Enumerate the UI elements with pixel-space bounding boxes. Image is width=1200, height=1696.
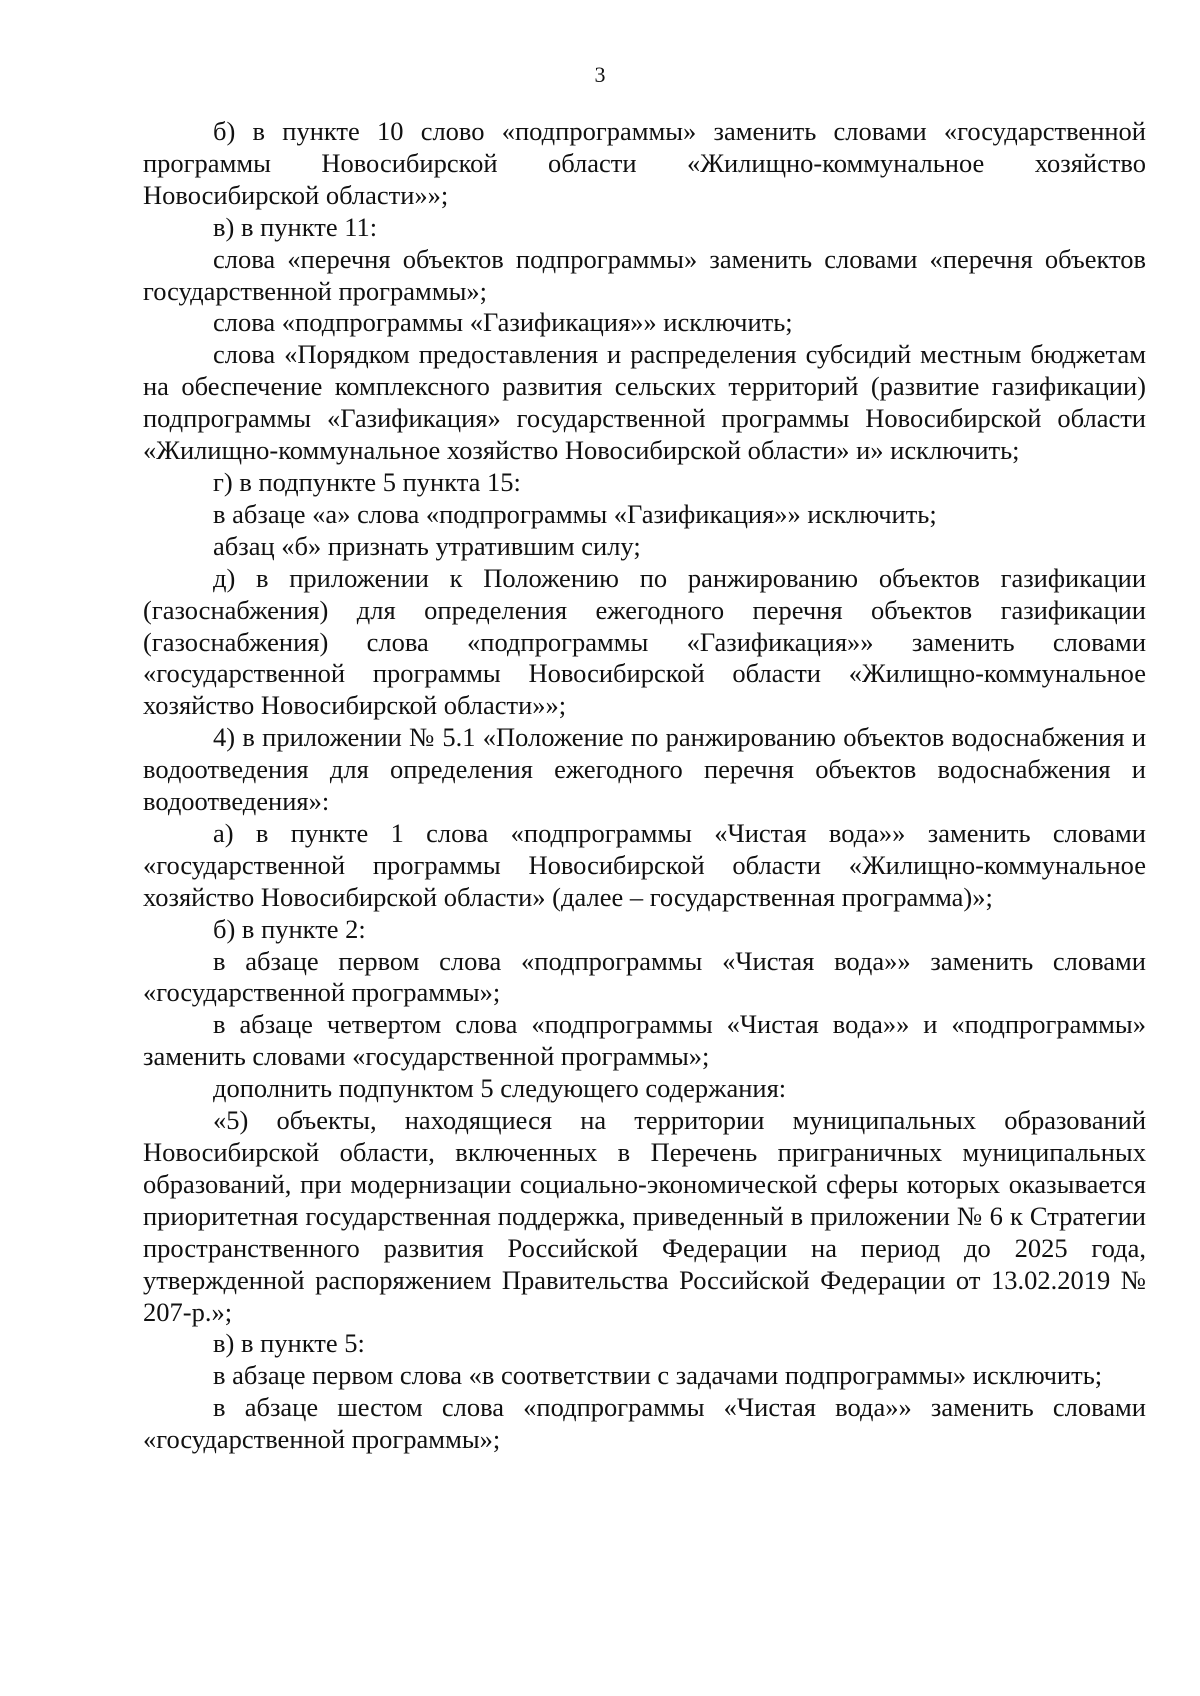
paragraph-4-appendix-5-1: 4) в приложении № 5.1 «Положение по ранжированию объектов водоснабжения и водоотведения для определения ежегодного перечня объектов водоснабжения и водоотведения»: — [143, 722, 1146, 817]
paragraph-abzac-sixth: в абзаце шестом слова «подпрограммы «Чистая вода»» заменить словами «государственной программы»; — [143, 1392, 1146, 1455]
paragraph-g-subitem-5: г) в подпункте 5 пункта 15: — [213, 466, 521, 497]
document-body — [143, 116, 1146, 1456]
paragraph-abzac-b: абзац «б» признать утратившим силу; — [213, 530, 641, 561]
paragraph-b-item-2: б) в пункте 2: — [213, 913, 366, 944]
paragraph-exclude-subsidy-order: слова «Порядком предоставления и распределения субсидий местным бюджетам на обеспечение комплексного развития сельских территорий (развитие газификации) подпрограммы «Газификация» государственной программы Новосибирской области «Жилищно-коммунальное хозяйство Новосибирской области» и» исключить; — [143, 339, 1146, 466]
paragraph-exclude-gasification: слова «подпрограммы «Газификация»» исключить; — [213, 307, 793, 338]
paragraph-abzac-fourth: в абзаце четвертом слова «подпрограммы «Чистая вода»» и «подпрограммы» заменить словами «государственной программы»; — [143, 1009, 1146, 1072]
paragraph-v-item-11: в) в пункте 11: — [213, 211, 378, 242]
paragraph-abzac-a: в абзаце «а» слова «подпрограммы «Газификация»» исключить; — [213, 498, 937, 529]
paragraph-subitem-5-text: «5) объекты, находящиеся на территории муниципальных образований Новосибирской области, включенных в Перечень приграничных муниципальных образований, при модернизации социально-экономической сферы которых оказывается приоритетная государственная поддержка, приведенный в приложении № 6 к Стратегии пространственного развития Российской Федерации на период до 2025 года, утвержденной распоряжением Правительства Российской Федерации от 13.02.2019 № 207-р.»; — [143, 1105, 1146, 1327]
page-number: 3 — [594, 62, 606, 87]
paragraph-d-appendix: д) в приложении к Положению по ранжированию объектов газификации (газоснабжения) для определения ежегодного перечня объектов газификации (газоснабжения) слова «подпрограммы «Газификация»» заменить словами «государственной программы Новосибирской области «Жилищно-коммунальное хозяйство Новосибирской области»»; — [143, 562, 1146, 721]
paragraph-a-item-1: а) в пункте 1 слова «подпрограммы «Чистая вода»» заменить словами «государственной программы Новосибирской области «Жилищно-коммунальное хозяйство Новосибирской области» (далее – государственная программа)»; — [143, 817, 1146, 912]
paragraph-b-item-10: б) в пункте 10 слово «подпрограммы» заменить словами «государственной программы Новосибирской области «Жилищно-коммунальное хозяйство Новосибирской области»»; — [143, 116, 1146, 210]
paragraph-abzac-first: в абзаце первом слова «подпрограммы «Чистая вода»» заменить словами «государственной программы»; — [143, 945, 1146, 1008]
paragraph-abzac-first-exclude: в абзаце первом слова «в соответствии с задачами подпрограммы» исключить; — [213, 1360, 1103, 1391]
paragraph-add-subitem-5: дополнить подпунктом 5 следующего содержания: — [213, 1073, 787, 1104]
paragraph-v-item-5: в) в пункте 5: — [213, 1328, 365, 1359]
paragraph-replace-list-objects: слова «перечня объектов подпрограммы» заменить словами «перечня объектов государственной программы»; — [143, 243, 1146, 306]
